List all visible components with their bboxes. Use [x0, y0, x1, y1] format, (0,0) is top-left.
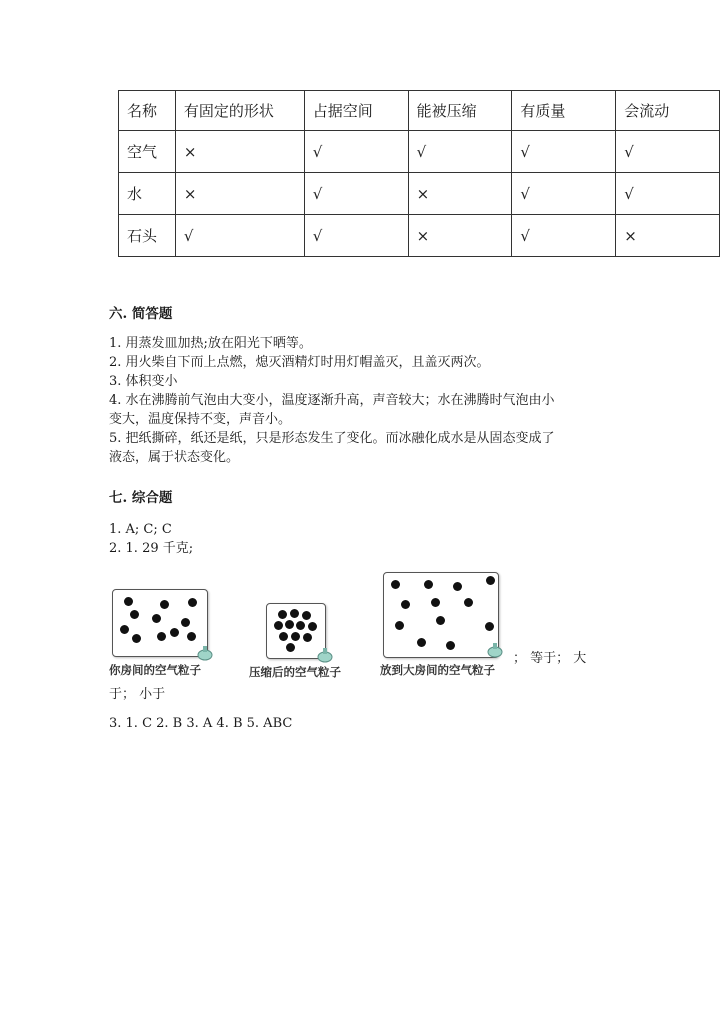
section7-title: 七. 综合题 — [109, 490, 173, 506]
particle — [453, 582, 462, 591]
table-row — [119, 131, 720, 173]
particle — [274, 621, 283, 630]
table-cell: √ — [304, 131, 408, 173]
particle — [296, 621, 305, 630]
answer-line: 液态，属于状态变化。 — [109, 450, 240, 465]
particle — [308, 622, 317, 631]
table-cell: √ — [175, 215, 304, 257]
table-cell: √ — [304, 215, 408, 257]
answer-line: 3. 体积变小 — [109, 374, 178, 389]
answer-line: 1. 用蒸发皿加热;放在阳光下晒等。 — [109, 336, 312, 351]
header-cell: 有固定的形状 — [175, 91, 304, 131]
row-name: 水 — [119, 173, 176, 215]
table-cell: √ — [616, 131, 720, 173]
section6-title: 六. 简答题 — [109, 306, 173, 322]
particle — [157, 632, 166, 641]
particle — [130, 610, 139, 619]
header-cell: 名称 — [119, 91, 176, 131]
particle — [395, 621, 404, 630]
table-cell: √ — [512, 215, 616, 257]
particle — [170, 628, 179, 637]
section7-answers — [109, 520, 193, 558]
particle — [160, 600, 169, 609]
answer-line: 2. 用火柴自下而上点燃，熄灭酒精灯时用灯帽盖灭，且盖灭两次。 — [109, 355, 490, 370]
pump-icon — [486, 641, 504, 659]
particle — [485, 622, 494, 631]
answer-line: 1. A; C; C — [109, 522, 172, 537]
answer-line: 5. 把纸撕碎，纸还是纸，只是形态发生了变化。而冰融化成水是从固态变成了 — [109, 431, 555, 446]
particle — [486, 576, 495, 585]
figure-answer-text: ； 等于； 大 — [513, 651, 587, 666]
table-cell: √ — [304, 173, 408, 215]
particle — [290, 609, 299, 618]
large-room-particles-box — [383, 572, 499, 658]
particle — [181, 618, 190, 627]
header-cell: 占据空间 — [304, 91, 408, 131]
particle — [286, 643, 295, 652]
row-name: 空气 — [119, 131, 176, 173]
pump-icon — [196, 644, 214, 662]
particle — [187, 632, 196, 641]
figure-caption: 你房间的空气粒子 — [109, 663, 201, 677]
particle — [279, 632, 288, 641]
particle — [285, 620, 294, 629]
section6-answers — [109, 334, 555, 467]
row-name: 石头 — [119, 215, 176, 257]
table-cell: √ — [512, 173, 616, 215]
table-cell: × — [175, 131, 304, 173]
particle — [401, 600, 410, 609]
room-particles-box — [112, 589, 208, 657]
answer-line: 4. 水在沸腾前气泡由大变小，温度逐渐升高，声音较大；水在沸腾时气泡由小 — [109, 393, 555, 408]
table-header-row — [119, 91, 720, 131]
table-cell: × — [408, 215, 512, 257]
particle — [188, 598, 197, 607]
particle — [120, 625, 129, 634]
header-cell: 能被压缩 — [408, 91, 512, 131]
table-cell: √ — [512, 131, 616, 173]
table-row — [119, 215, 720, 257]
answer-line: 2. 1. 29 千克; — [109, 541, 194, 556]
table-cell: × — [175, 173, 304, 215]
answer-line: 变大，温度保持不变，声音小。 — [109, 412, 292, 427]
answer-line: 3. 1. C 2. B 3. A 4. B 5. ABC — [109, 716, 293, 731]
particle — [446, 641, 455, 650]
figure-caption: 放到大房间的空气粒子 — [380, 663, 495, 677]
particle — [417, 638, 426, 647]
particle — [291, 632, 300, 641]
particle — [431, 598, 440, 607]
particle — [124, 597, 133, 606]
table-cell: × — [408, 173, 512, 215]
figure-answer-continuation: 于； 小于 — [109, 687, 166, 702]
table-cell: √ — [616, 173, 720, 215]
particle — [278, 610, 287, 619]
table-cell: √ — [408, 131, 512, 173]
particle — [152, 614, 161, 623]
particle — [303, 633, 312, 642]
pump-icon — [316, 646, 334, 664]
particle — [391, 580, 400, 589]
particle — [132, 634, 141, 643]
header-cell: 有质量 — [512, 91, 616, 131]
particle — [436, 616, 445, 625]
particle — [424, 580, 433, 589]
properties-table — [118, 90, 720, 257]
table-row — [119, 173, 720, 215]
header-cell: 会流动 — [616, 91, 720, 131]
particle — [464, 598, 473, 607]
particle — [302, 611, 311, 620]
table-cell: × — [616, 215, 720, 257]
figure-caption: 压缩后的空气粒子 — [249, 665, 341, 679]
